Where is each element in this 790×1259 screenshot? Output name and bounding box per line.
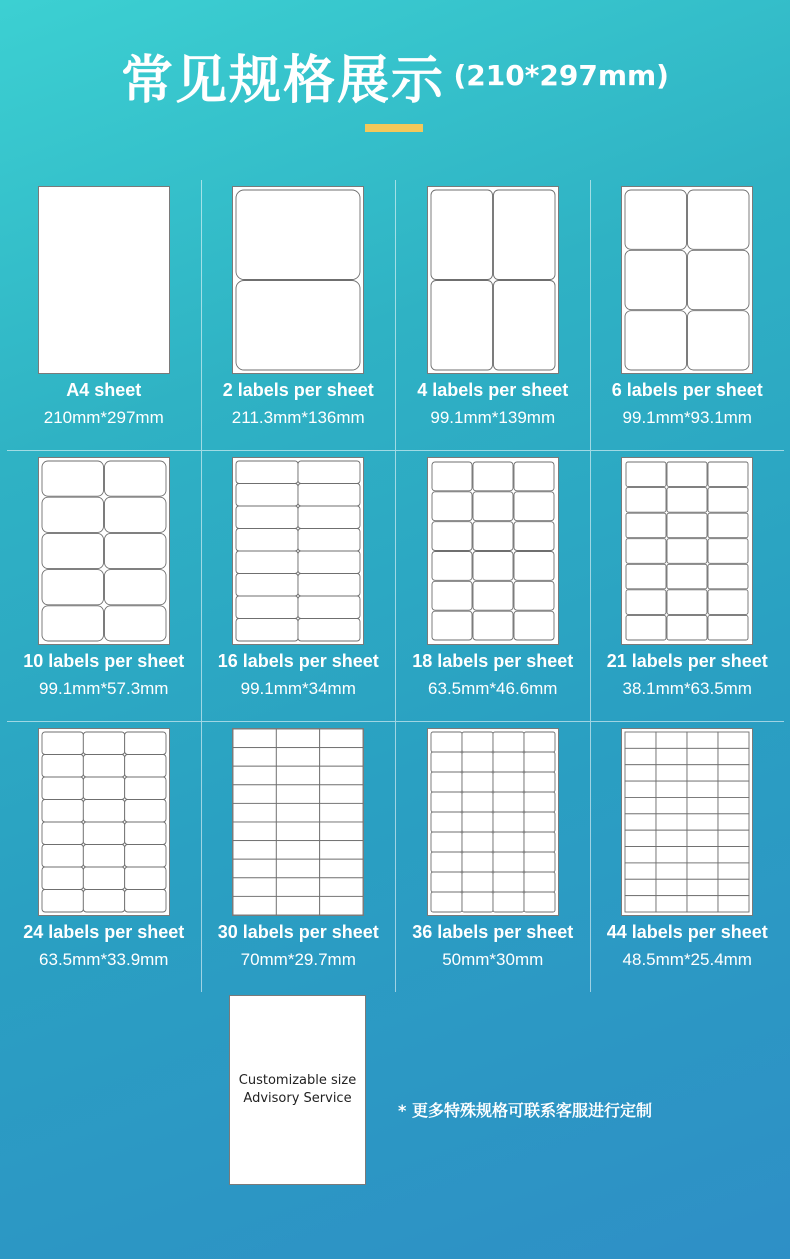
label-cell [124,845,165,868]
label-cell [124,800,165,823]
label-cell [277,785,320,804]
label-cell [667,564,707,589]
label-cell [233,803,276,822]
label-cell [687,879,718,895]
label-cell [431,772,462,792]
label-cell [718,797,749,813]
label-cell [687,781,718,797]
label-cell [431,732,462,752]
label-cell [708,615,748,640]
label-cell [626,615,666,640]
label-cell [493,792,524,812]
label-cell [236,461,298,484]
label-cell [656,847,687,863]
label-cell [233,785,276,804]
spec-dims: 99.1mm*139mm [430,408,556,427]
label-cell [625,765,656,781]
label-cell [298,596,360,619]
label-cell [236,596,298,619]
label-cell [233,859,276,878]
label-cell [718,847,749,863]
label-cell [462,752,493,772]
sheet-preview [621,728,753,916]
label-cell [42,497,104,532]
label-cell [493,852,524,872]
spec-dims: 48.5mm*25.4mm [622,950,752,969]
spec-name: 44 labels per sheet [606,922,768,942]
spec-card [591,722,785,992]
spec-card [591,451,785,721]
label-cell [656,781,687,797]
label-cell [524,752,555,772]
label-cell [667,488,707,513]
label-cell [473,581,513,610]
label-cell [493,732,524,752]
label-cell [718,830,749,846]
label-cell [493,832,524,852]
label-cell [104,461,166,496]
label-cell [431,832,462,852]
label-cell [473,522,513,551]
spec-row [7,180,784,451]
label-cell [687,748,718,764]
label-cell [718,896,749,912]
label-cell [524,772,555,792]
label-cell [626,590,666,615]
label-cell [236,551,298,574]
label-cell [656,732,687,748]
label-cell [462,832,493,852]
label-cell [625,879,656,895]
label-cell [42,845,83,868]
label-cell [432,492,472,521]
spec-grid [7,180,784,992]
label-cell [236,574,298,597]
label-cell [708,488,748,513]
label-cell [83,732,124,755]
label-cell [277,841,320,860]
label-cell [462,852,493,872]
label-cell [277,729,320,748]
label-cell [124,822,165,845]
label-cell [625,190,687,249]
label-cell [625,847,656,863]
label-cell [83,867,124,890]
label-cell [42,570,104,605]
label-cell [514,581,554,610]
label-cell [524,812,555,832]
label-cell [708,539,748,564]
label-cell [667,590,707,615]
label-cell [431,812,462,832]
sheet-preview [38,186,170,374]
label-cell [277,896,320,915]
label-cell [667,539,707,564]
label-cell [625,748,656,764]
label-cell [320,748,363,767]
label-cell [708,462,748,487]
label-cell [708,513,748,538]
label-cell [493,281,555,371]
label-cell [625,250,687,309]
label-cell [688,250,750,309]
label-cell [236,281,360,371]
label-cell [473,462,513,491]
custom-size-sheet [229,995,366,1185]
label-cell [431,852,462,872]
spec-dims: 70mm*29.7mm [240,950,356,969]
label-cell [524,832,555,852]
sheet-preview [232,728,364,916]
label-cell [83,822,124,845]
label-cell [708,590,748,615]
label-cell [626,488,666,513]
spec-name: 36 labels per sheet [412,922,574,942]
label-cell [42,822,83,845]
label-cell [473,552,513,581]
label-cell [524,792,555,812]
label-layout [428,458,558,644]
spec-dims: 50mm*30mm [442,950,544,969]
spec-dims: 211.3mm*136mm [231,408,365,427]
label-cell [277,822,320,841]
label-cell [236,484,298,507]
sheet-preview [621,186,753,374]
spec-name: 21 labels per sheet [606,651,768,671]
label-cell [233,878,276,897]
label-cell [277,766,320,785]
label-layout [428,729,558,915]
spec-card [7,722,202,992]
label-cell [320,896,363,915]
label-cell [718,781,749,797]
label-cell [687,830,718,846]
title-accent-bar [365,124,423,132]
label-cell [493,190,555,280]
label-cell [298,506,360,529]
spec-dims: 63.5mm*33.9mm [39,950,169,969]
label-cell [687,896,718,912]
label-cell [42,461,104,496]
label-cell [236,529,298,552]
label-cell [431,792,462,812]
spec-card [396,451,591,721]
custom-line-2: Advisory Service [243,1091,352,1106]
spec-name: 6 labels per sheet [611,380,763,400]
label-cell [688,311,750,370]
label-layout [233,187,363,373]
label-cell [524,852,555,872]
label-cell [625,814,656,830]
spec-name: 2 labels per sheet [222,380,374,400]
spec-card [202,722,397,992]
label-cell [687,797,718,813]
label-cell [667,615,707,640]
spec-card [591,180,785,450]
label-cell [320,859,363,878]
spec-dims: 210mm*297mm [43,408,164,427]
label-cell [277,859,320,878]
sheet-preview [38,728,170,916]
custom-line-1: Customizable size [238,1073,357,1088]
label-cell [625,732,656,748]
label-cell [688,190,750,249]
spec-name: 16 labels per sheet [217,651,379,671]
label-cell [687,814,718,830]
label-cell [687,847,718,863]
label-layout [622,187,752,373]
label-cell [124,732,165,755]
label-cell [687,765,718,781]
label-cell [462,892,493,912]
label-cell [524,732,555,752]
label-cell [708,564,748,589]
label-cell [277,803,320,822]
sheet-preview [232,457,364,645]
label-cell [524,892,555,912]
label-cell [104,570,166,605]
label-cell [432,552,472,581]
spec-name: 10 labels per sheet [23,651,185,671]
label-cell [42,890,83,913]
label-cell [298,574,360,597]
label-cell [718,863,749,879]
label-layout [39,187,169,373]
label-cell [514,611,554,640]
label-layout [233,458,363,644]
label-cell [626,539,666,564]
label-cell [718,879,749,895]
label-cell [320,841,363,860]
label-cell [432,522,472,551]
label-cell [233,841,276,860]
label-cell [42,867,83,890]
label-cell [432,581,472,610]
spec-card [202,180,397,450]
label-cell [104,497,166,532]
label-cell [462,792,493,812]
label-cell [42,800,83,823]
spec-dims: 99.1mm*34mm [240,679,356,698]
label-cell [493,872,524,892]
label-cell [462,732,493,752]
label-cell [625,896,656,912]
label-cell [514,552,554,581]
label-cell [42,533,104,568]
label-cell [625,311,687,370]
label-cell [656,797,687,813]
label-cell [320,766,363,785]
label-cell [625,863,656,879]
label-cell [233,729,276,748]
label-cell [625,781,656,797]
label-cell [320,729,363,748]
label-cell [298,461,360,484]
label-cell [462,772,493,792]
label-cell [320,822,363,841]
label-cell [320,785,363,804]
label-cell [432,462,472,491]
label-cell [718,748,749,764]
label-cell [656,748,687,764]
label-cell [233,822,276,841]
label-cell [236,506,298,529]
label-cell [687,863,718,879]
label-cell [42,755,83,778]
label-cell [667,513,707,538]
label-cell [320,803,363,822]
label-cell [42,732,83,755]
label-cell [462,812,493,832]
title-subtitle: (210*297mm) [453,59,669,92]
label-cell [626,564,666,589]
label-cell [233,748,276,767]
label-cell [83,800,124,823]
spec-dims: 63.5mm*46.6mm [428,679,558,698]
label-cell [625,797,656,813]
spec-dims: 99.1mm*93.1mm [622,408,752,427]
label-cell [625,830,656,846]
label-cell [524,872,555,892]
label-cell [656,814,687,830]
sheet-preview [427,457,559,645]
label-layout [428,187,558,373]
label-cell [83,777,124,800]
spec-name: A4 sheet [66,380,142,400]
label-cell [277,748,320,767]
label-cell [656,830,687,846]
spec-name: 30 labels per sheet [217,922,379,942]
spec-row [7,722,784,992]
label-cell [277,878,320,897]
label-cell [514,522,554,551]
spec-card [7,180,202,450]
page-title [0,38,790,113]
spec-card [202,451,397,721]
label-cell [320,878,363,897]
label-cell [236,619,298,642]
title-main: 常见规格展示 [121,51,446,111]
label-cell [687,732,718,748]
label-cell [124,890,165,913]
label-cell [718,765,749,781]
label-cell [431,281,493,371]
spec-card [396,722,591,992]
label-cell [236,190,360,280]
label-cell [626,462,666,487]
label-layout [622,458,752,644]
label-cell [493,752,524,772]
label-cell [431,190,493,280]
label-cell [514,462,554,491]
label-layout [233,729,363,915]
spec-name: 24 labels per sheet [23,922,185,942]
label-cell [83,755,124,778]
label-cell [298,529,360,552]
label-cell [83,890,124,913]
label-cell [104,533,166,568]
custom-note: * 更多特殊规格可联系客服进行定制 [398,1101,652,1120]
label-cell [104,606,166,641]
label-cell [656,765,687,781]
label-layout [39,729,169,915]
spec-dims: 38.1mm*63.5mm [622,679,752,698]
label-cell [298,551,360,574]
label-cell [667,462,707,487]
label-cell [42,777,83,800]
sheet-preview [232,186,364,374]
label-cell [124,867,165,890]
label-cell [473,611,513,640]
label-cell [656,896,687,912]
label-cell [42,606,104,641]
label-cell [473,492,513,521]
label-cell [431,872,462,892]
label-cell [432,611,472,640]
label-cell [718,814,749,830]
label-cell [656,879,687,895]
label-cell [493,812,524,832]
label-cell [298,484,360,507]
label-cell [233,896,276,915]
label-cell [514,492,554,521]
spec-card [7,451,202,721]
sheet-preview [38,457,170,645]
spec-name: 4 labels per sheet [417,380,569,400]
label-layout [622,729,752,915]
label-cell [233,766,276,785]
label-cell [83,845,124,868]
spec-name: 18 labels per sheet [412,651,574,671]
spec-card [396,180,591,450]
label-cell [431,752,462,772]
label-cell [493,892,524,912]
sheet-preview [427,728,559,916]
label-cell [626,513,666,538]
label-cell [298,619,360,642]
sheet-preview [427,186,559,374]
label-cell [124,755,165,778]
label-cell [462,872,493,892]
label-layout [39,458,169,644]
label-cell [656,863,687,879]
label-cell [124,777,165,800]
spec-row [7,451,784,722]
label-cell [718,732,749,748]
label-cell [493,772,524,792]
sheet-preview [621,457,753,645]
label-cell [431,892,462,912]
spec-dims: 99.1mm*57.3mm [39,679,169,698]
